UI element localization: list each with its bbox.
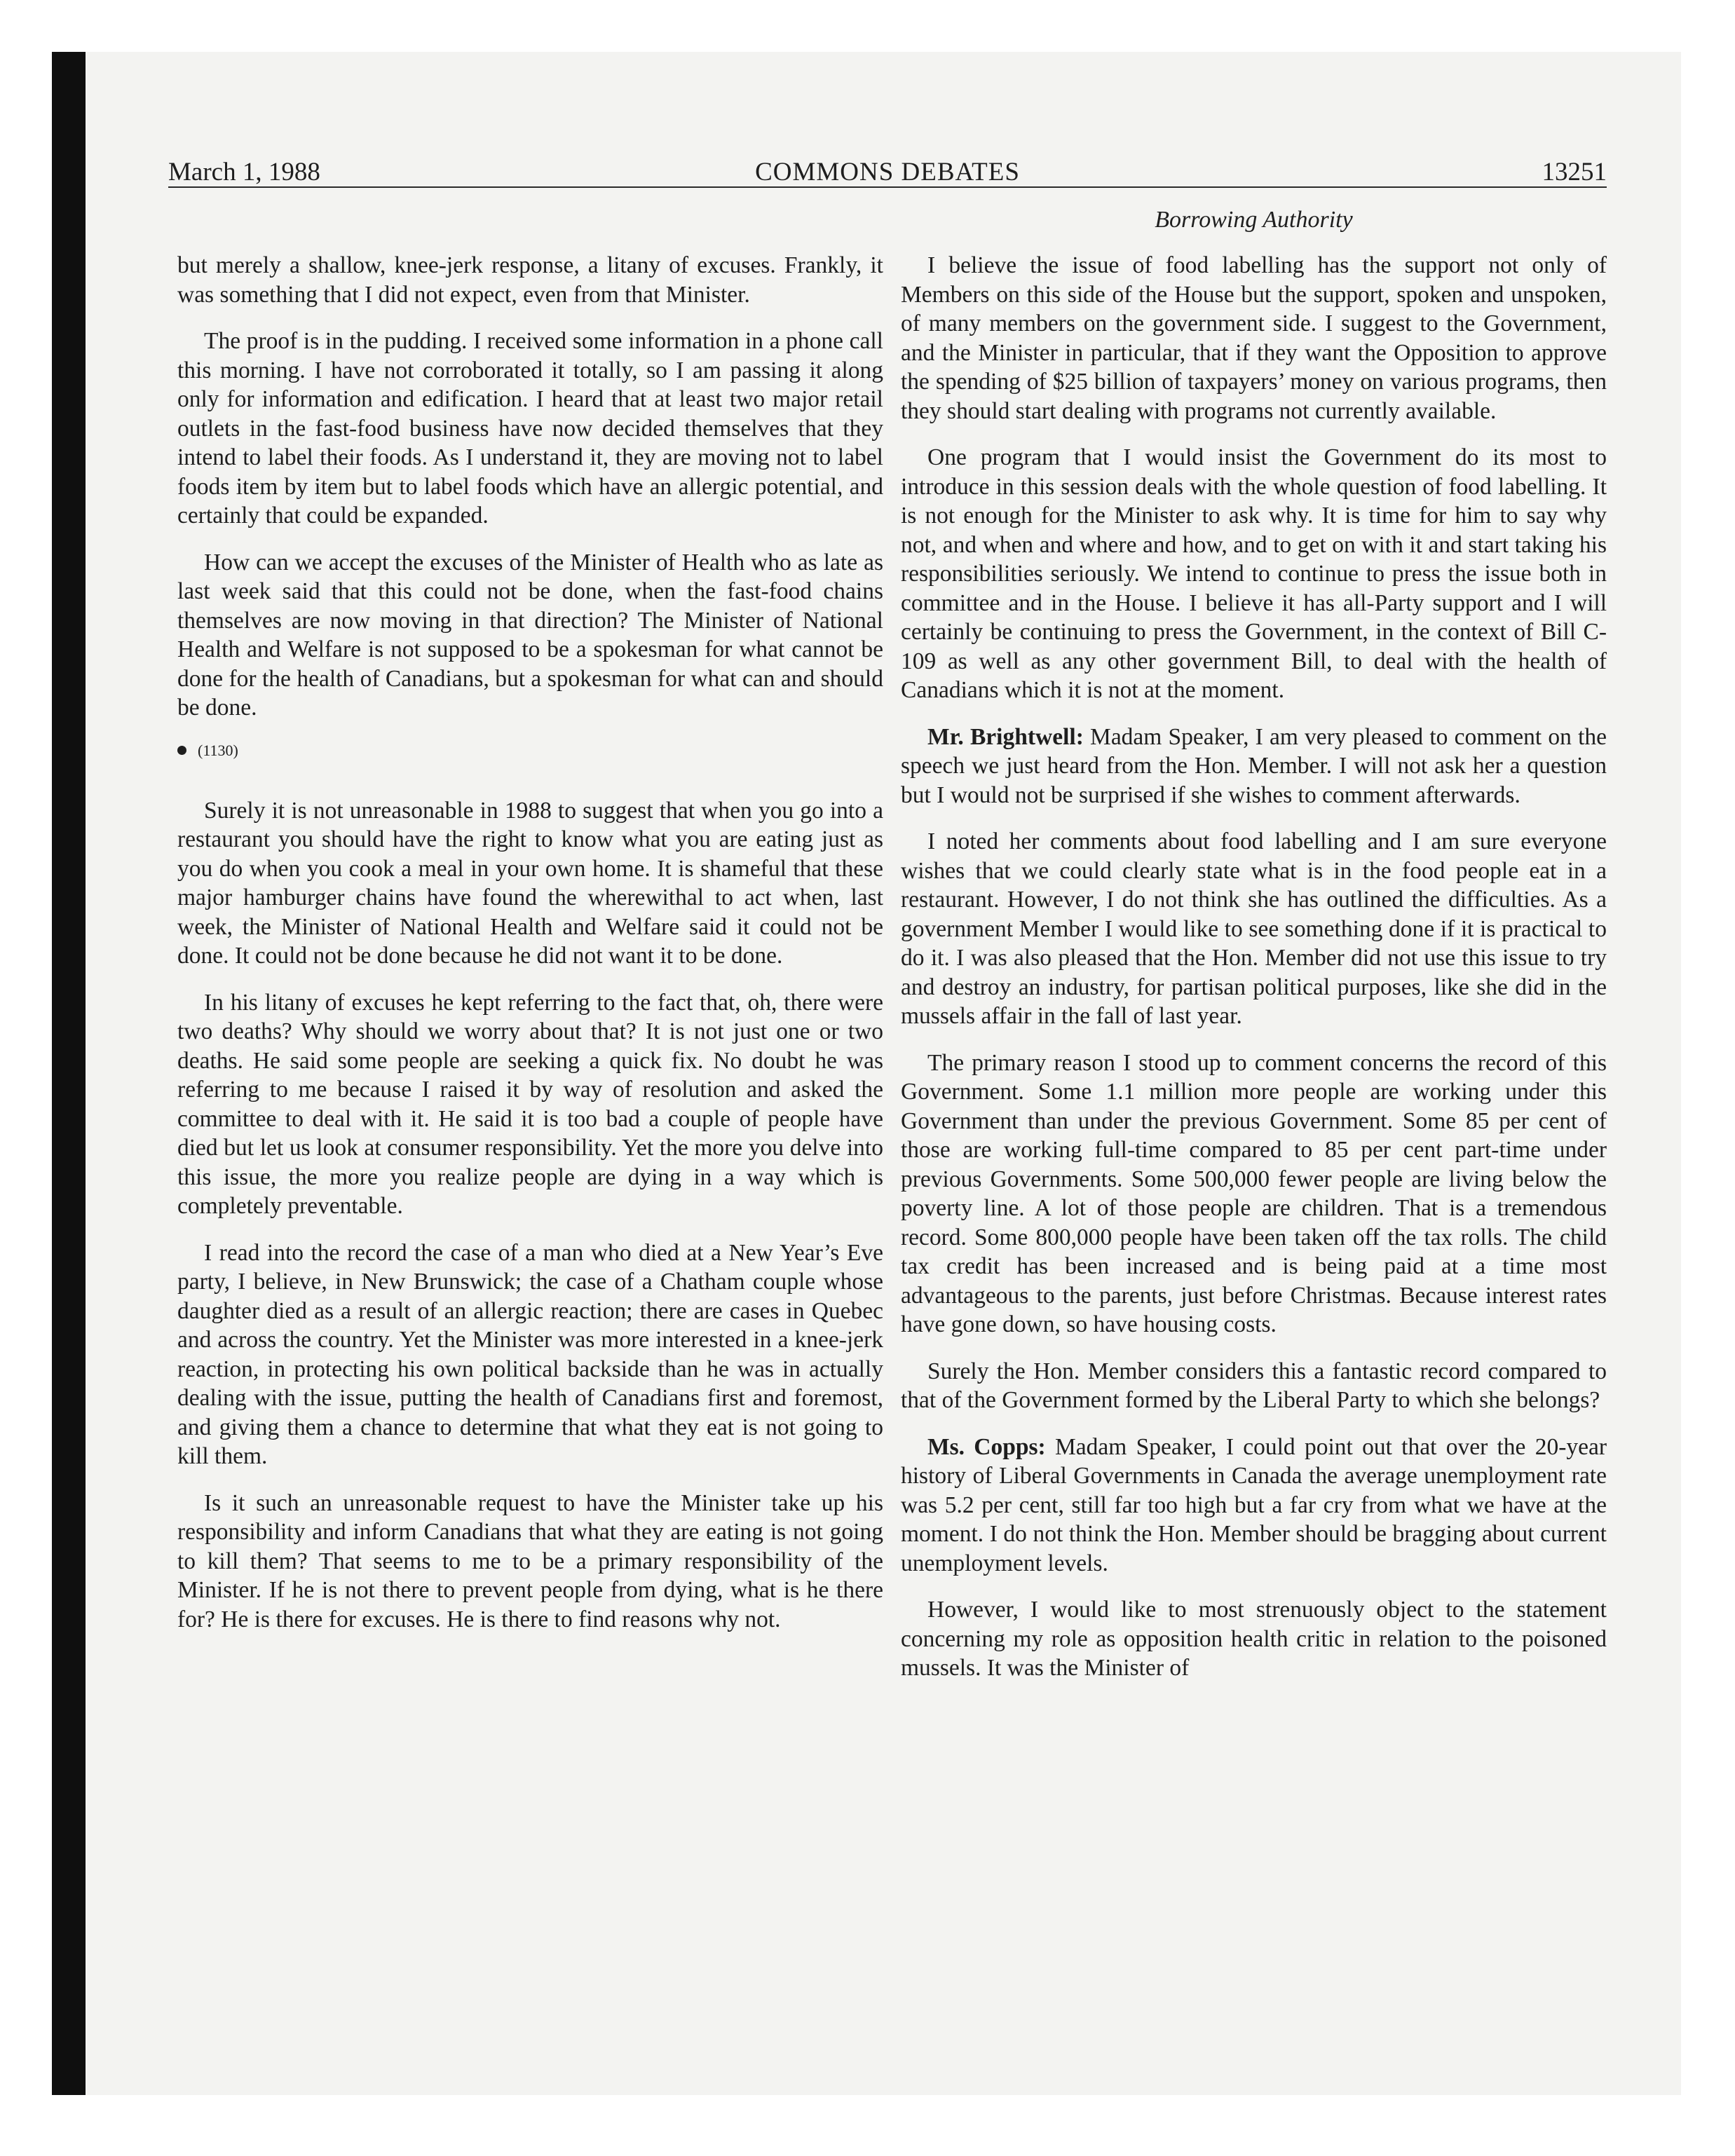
time-marker — [177, 740, 883, 761]
header-date: March 1, 1988 — [168, 158, 320, 186]
speech-text: Madam Speaker, I could point out that over the 20-year history of Liberal Governments in Canada the average unemployment rate was 5.2 per cent, still far too high but a far cry from what we have at the moment. I do not think the Hon. Member should be bragging about current unemployment levels. — [901, 1433, 1607, 1576]
speech-text: Madam Speaker, I am very pleased to comment on the speech we just heard from the Hon. Member. I will not ask her a question but I would not be surprised if she wishes to comment afterwards. — [901, 723, 1607, 808]
paragraph: I read into the record the case of a man who died at a New Year’s Eve party, I believe, in New Brunswick; the case of a Chatham couple whose daughter died as a result of an allergic reaction; there are cases in Quebec and across the country. Yet the Minister was more interested in a knee-jerk reaction, in protecting his own political backside than he was in actually dealing with the issue, putting the health of Canadians first and foremost, and giving them a chance to determine that what they eat is not going to kill them. — [177, 1239, 883, 1469]
time-marker-text: (1130) — [198, 741, 238, 759]
speech-paragraph — [901, 1433, 1607, 1578]
scan-edge-bar — [52, 52, 86, 2095]
paragraph: One program that I would insist the Government do its most to introduce in this session deals with the whole question of food labelling. It is not enough for the Minister to ask why. It is time for him to say why not, and when and where and how, and to get on with it and start taking his responsibilities seriously. We intend to continue to press the issue both in committee and in the House. I believe it has all-Party support and I will certainly be continuing to press the Government, in the context of Bill C-109 as well as any other government Bill, to deal with the health of Canadians which it is not at the moment. — [901, 444, 1607, 703]
speaker-name: Mr. Brightwell: — [927, 723, 1084, 750]
subject-heading: Borrowing Authority — [1155, 207, 1353, 233]
left-column — [177, 251, 883, 1651]
header-page-number: 13251 — [1542, 158, 1607, 186]
paragraph: The primary reason I stood up to comment concerns the record of this Government. Some 1.1 million more people are working under this Government than under the previous Government. Some 85 per cent of those are working full-time compared to 85 per cent part-time under previous Governments. Some 500,000 fewer people are living below the poverty line. A lot of those people are children. That is a tremendous record. Some 800,000 people have been taken off the tax rolls. The child tax credit has been increased and is being paid at a time most advantageous to the parents, just before Christmas. Because interest rates have gone down, so have housing costs. — [901, 1049, 1607, 1337]
right-column — [901, 251, 1607, 1700]
page-header — [168, 154, 1607, 191]
header-rule — [168, 186, 1607, 188]
bullet-icon — [177, 746, 186, 755]
speaker-name: Ms. Copps: — [927, 1433, 1046, 1460]
header-title: COMMONS DEBATES — [755, 158, 1020, 186]
paragraph: However, I would like to most strenuously object to the statement concerning my role as opposition health critic in relation to the poisoned mussels. It was the Minister of — [901, 1597, 1607, 1681]
paragraph: Surely the Hon. Member considers this a fantastic record compared to that of the Government formed by the Liberal Party to which she belongs? — [901, 1358, 1607, 1413]
paragraph: Is it such an unreasonable request to have the Minister take up his responsibility and inform Canadians that what they are eating is not going to kill them? That seems to me to be a primary responsibility of the Minister. If he is not there to prevent people from dying, what is he there for? He is there for excuses. He is there to find reasons why not. — [177, 1489, 883, 1632]
paragraph: How can we accept the excuses of the Minister of Health who as late as last week said that this could not be done, when the fast-food chains themselves are now moving in that direction? The Minister of National Health and Welfare is not supposed to be a spokesman for what cannot be done for the health of Canadians, but a spokesman for what can and should be done. — [177, 549, 883, 721]
speech-paragraph — [901, 723, 1607, 810]
paragraph: I noted her comments about food labelling and I am sure everyone wishes that we could clearly state what is in the food people eat in a restaurant. However, I do not think she has outlined the difficulties. As a government Member I would like to see something done if it is practical to do it. I was also pleased that the Hon. Member did not use this issue to try and destroy an industry, for partisan political purposes, like she did in the mussels affair in the fall of last year. — [901, 828, 1607, 1029]
paragraph: but merely a shallow, knee-jerk response, a litany of excuses. Frankly, it was something that I did not expect, even from that Minister. — [177, 252, 883, 308]
paragraph: The proof is in the pudding. I received some information in a phone call this morning. I have not corroborated it totally, so I am passing it along only for information and edification. I heard that at least two major retail outlets in the fast-food business have now decided themselves that they intend to label their foods. As I understand it, they are moving not to label foods item by item but to label foods which have an allergic potential, and certainly that could be expanded. — [177, 328, 883, 528]
paragraph: I believe the issue of food labelling has the support not only of Members on this side of the House but the support, spoken and unspoken, of many members on the government side. I suggest to the Government, and the Minister in particular, that if they want the Opposition to approve the spending of $25 billion of taxpayers’ money on various programs, then they should start dealing with programs not currently available. — [901, 252, 1607, 424]
paragraph: Surely it is not unreasonable in 1988 to suggest that when you go into a restaurant you should have the right to know what you are eating just as you do when you cook a meal in your own home. It is shameful that these major hamburger chains have found the wherewithal to act when, last week, the Minister of National Health and Welfare said it could not be done. It could not be done because he did not want it to be done. — [177, 797, 883, 969]
paragraph: In his litany of excuses he kept referring to the fact that, oh, there were two deaths? Why should we worry about that? It is not just one or two deaths. He said some people are seeking a quick fix. No doubt he was referring to me because I raised it by way of resolution and asked the committee to deal with it. He said it is too bad a couple of people have died but let us look at consumer responsibility. Yet the more you delve into this issue, the more you realize people are dying in a way which is completely preventable. — [177, 989, 883, 1219]
